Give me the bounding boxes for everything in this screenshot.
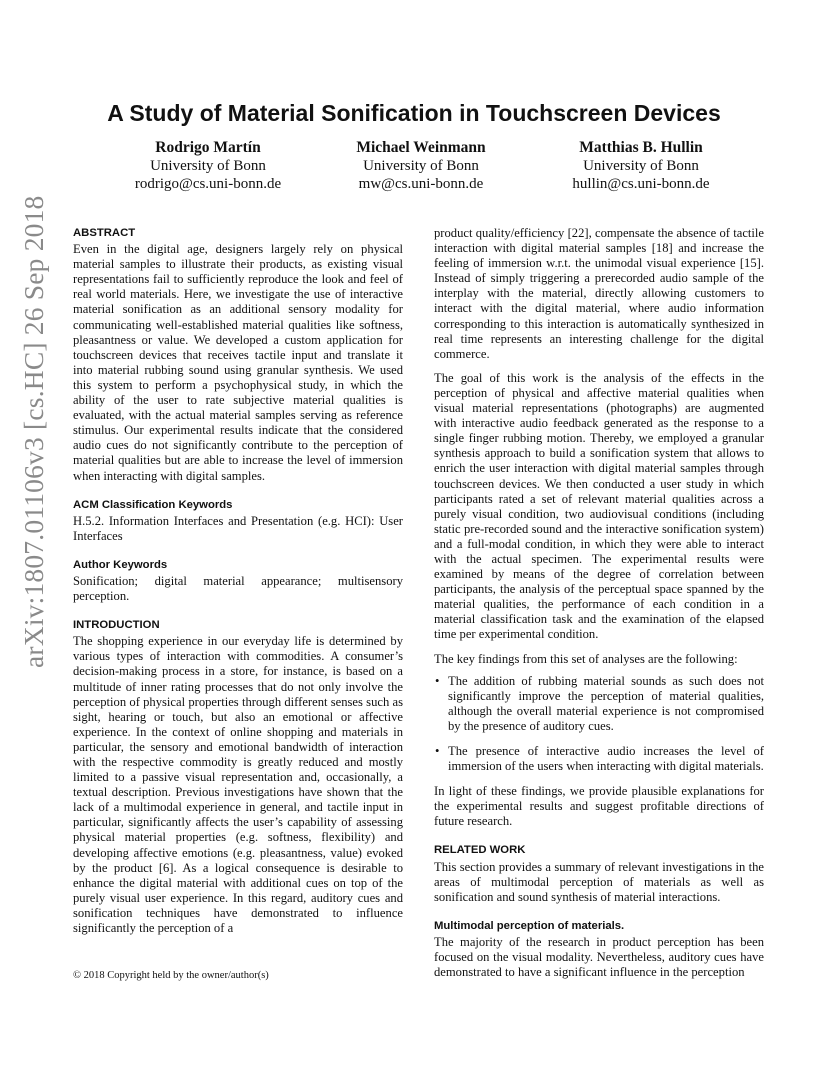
left-column [73,226,403,936]
copyright-notice: © 2018 Copyright held by the owner/author(s) [73,970,269,981]
author-email[interactable]: mw@cs.uni-bonn.de [358,176,484,192]
introduction-paragraph-2: The goal of this work is the analysis of the effects in the perception of physical and affective material qualities when visual material representations (photographs) are augmented with interactive audio feedback generated as the response to a single finger rubbing motion. Thereby, we employed a granular synthesis approach to build a sonification system that allows to enrich the user interaction with digital material samples through touchscreen devices. We then conducted a user study in which participants rated a set of relevant material qualities across a purely visual condition, two audiovisual conditions (including static pre-recorded sound and the interactive sonification system) and a full-modal condition, in which they were able to interact with the actual specimen. The experimental results were examined by means of the degree of correlation between participants, the analysis of the perceptual space spanned by the material qualities, the performance of each condition in a material classification task and the examination of the elapsed time per experimental condition. [434,370,764,642]
right-column [434,226,764,980]
abstract-text: Even in the digital age, designers largely rely on physical material samples to illustrate their products, as existing visual representations fail to sufficiently reproduce the look and feel of real world materials. Here, we investigate the use of interactive material sonification as an additional sensory modality for communicating well-established material qualities like softness, pleasantness or value. We developed a custom application for touchscreen devices that receives tactile input and translate it into material rubbing sound using granular synthesis. We used this system to perform a psychophysical study, in which the ability of the user to rate subjective material qualities is evaluated, with the actual material samples serving as reference stimulus. Our experimental results indicate that the considered audio cues do not significantly contribute to the perception of material qualities but are able to increase the level of immersion when interacting with digital samples. [73,242,403,483]
author-name: Michael Weinmann [356,139,486,156]
author-affiliation: University of Bonn [363,158,479,174]
author-email[interactable]: rodrigo@cs.uni-bonn.de [134,176,282,192]
subsection-heading: Multimodal perception of materials. [434,919,625,932]
introduction-heading: INTRODUCTION [73,619,160,632]
list-item [434,744,764,774]
subsection-text: The majority of the research in product perception has been focused on the visual modality. Nevertheless, auditory cues have demonstrated to have a significant influence in the perception [434,934,764,980]
author-block-3 [526,139,756,193]
list-item-text: The addition of rubbing material sounds as such does not significantly improve the perception of material qualities, although the overall material experience is not compromised by the presence of auditory cues. [448,673,764,733]
abstract-heading: ABSTRACT [73,227,136,239]
author-affiliation: University of Bonn [583,158,699,174]
introduction-paragraph-1-continued: product quality/efficiency [22], compensate the absence of tactile interaction with digital material samples [18] and increase the feeling of immersion w.r.t. the unimodal visual experience [15]. Instead of simply triggering a prerecorded audio sample of the interplay with the material, directly allowing customers to interact with the digital material, where audio information corresponding to this interaction is automatically synthesized in real time represents an interesting challenge for the digital commerce. [434,226,764,361]
introduction-paragraph-4: In light of these findings, we provide plausible explanations for the experimental results and suggest profitable directions of future research. [434,784,764,829]
author-name: Matthias B. Hullin [579,139,703,156]
list-item-text: The presence of interactive audio increases the level of immersion of the users when interacting with digital materials. [448,744,764,774]
acm-text: H.5.2. Information Interfaces and Presentation (e.g. HCI): User Interfaces [73,513,403,543]
bullet-icon: • [435,744,440,758]
author-block-2 [306,139,536,193]
related-work-heading: RELATED WORK [434,844,526,857]
keywords-heading: Author Keywords [73,558,168,571]
author-block-1 [93,139,323,193]
author-name: Rodrigo Martín [155,139,261,156]
related-work-text: This section provides a summary of relevant investigations in the areas of multimodal perception of materials as well as sonification and sound synthesis of material interactions. [434,859,764,904]
acm-heading: ACM Classification Keywords [73,498,233,511]
introduction-paragraph-1: The shopping experience in our everyday life is determined by various types of interaction with commodities. A consumer’s decision-making process in a store, for instance, is based on a multitude of inner rating processes that do not only involve the perception of physical properties through different senses such as sight, hearing or touch, but also an emotional or affective experience. In the context of online shopping and materials in particular, the sensory and emotional bandwidth of interaction with the respective commodity is greatly reduced and mostly limited to a passive visual representation and, occasionally, a textual description. Previous investigations have shown that the lack of a multimodal experience in general, and tactile input in particular, significantly affects the user’s capability of assessing physical material properties (e.g. softness, flexibility) and developing affective emotions (e.g. pleasantness, value) evoked by the product [6]. As a logical consequence is desirable to enhance the digital material with additional cues on top of the purely visual user experience. In this regard, auditory cues and sonification techniques have demonstrated to influence significantly the perception of a [73,634,403,936]
author-affiliation: University of Bonn [150,158,266,174]
arxiv-identifier: arXiv:1807.01106v3 [cs.HC] 26 Sep 2018 [18,195,49,668]
keywords-text: Sonification; digital material appearance; multisensory perception. [73,573,403,604]
introduction-paragraph-3: The key findings from this set of analyses are the following: [434,651,738,666]
bullet-icon: • [435,673,440,688]
paper-title: A Study of Material Sonification in Touchscreen Devices [107,100,721,126]
key-findings-list [434,674,764,775]
author-email[interactable]: hullin@cs.uni-bonn.de [572,176,710,192]
list-item [434,674,764,734]
